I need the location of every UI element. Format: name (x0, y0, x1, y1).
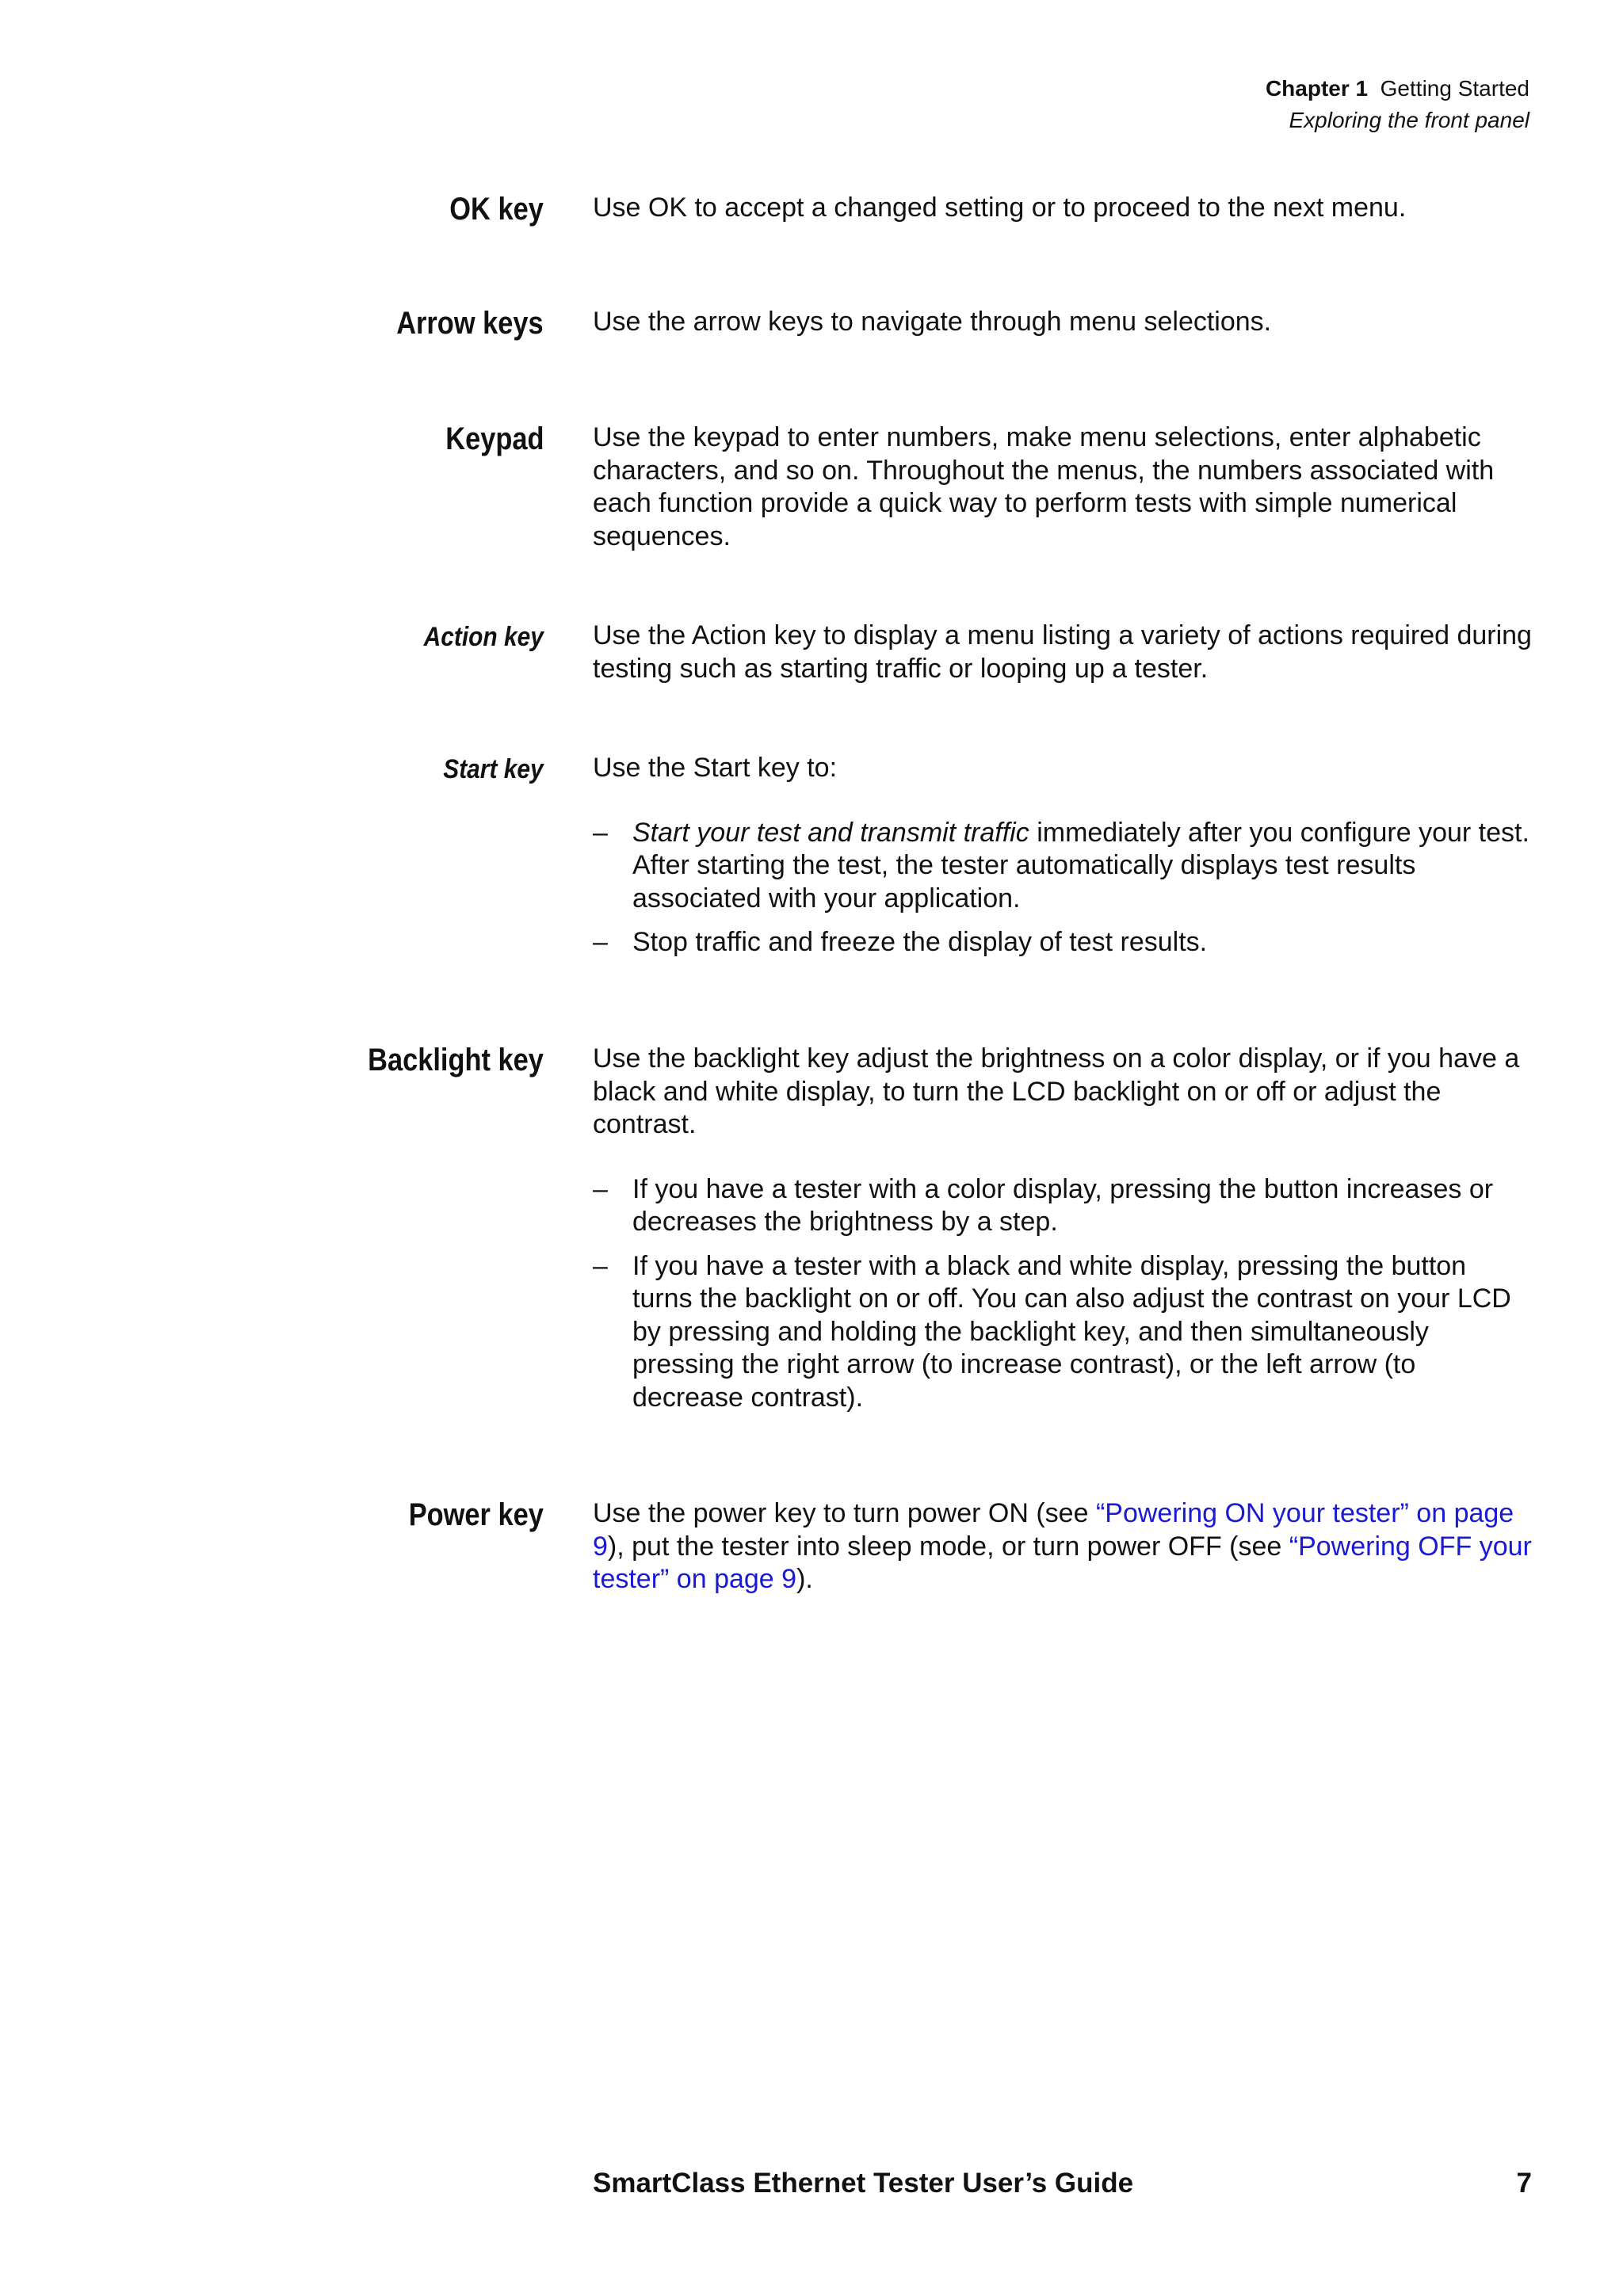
list-item (593, 1173, 1532, 1239)
emphasis-text: Start your test and transmit traffic (632, 817, 1029, 848)
entry-paragraph: Use the arrow keys to navigate through menu selections. (593, 307, 1272, 337)
entry-title: OK key (449, 192, 544, 227)
bullet-list (593, 1173, 1532, 1415)
entry-paragraph (593, 1497, 1532, 1596)
paragraph-text: ). (796, 1564, 813, 1594)
chapter-label: Chapter 1 (1265, 76, 1369, 101)
entry-title: Backlight key (368, 1043, 544, 1077)
list-item (593, 817, 1532, 916)
entry-title: Keypad (445, 421, 544, 456)
entry-paragraph: Use the Action key to display a menu listing a variety of actions required during testing such as starting traffic or looping up a tester. (593, 620, 1532, 684)
bullet-list (593, 817, 1532, 959)
bullet-dash: – (593, 927, 608, 957)
entry-body (593, 306, 1532, 339)
powering-on-link[interactable]: “Powering ON your tester” on page 9 (593, 1498, 1514, 1562)
guide-title: SmartClass Ethernet Tester User’s Guide (593, 2168, 1134, 2199)
chapter-title: Getting Started (1380, 76, 1529, 101)
paragraph-text: ), put the tester into sleep mode, or turn power OFF (see (607, 1531, 1289, 1562)
page-number: 7 (1516, 2168, 1532, 2199)
running-header (1266, 73, 1529, 136)
entry-title: Arrow keys (396, 306, 544, 341)
entry-body (593, 192, 1532, 225)
list-item-text: If you have a tester with a black and white display, pressing the button turns the backlight on or off. You can also adjust the contrast on your LCD by pressing and holding the backlight key, and then simultaneously pressing the right arrow (to increase contrast), or the left arrow (to decrease contrast). (632, 1250, 1511, 1413)
list-item-text: Stop traffic and freeze the display of test results. (632, 927, 1208, 957)
bullet-dash: – (593, 1250, 608, 1281)
entry-body (593, 1043, 1532, 1425)
entry-body (593, 620, 1532, 685)
page-footer (593, 2166, 1532, 2201)
list-item (593, 1250, 1532, 1415)
bullet-dash: – (593, 1173, 608, 1204)
powering-off-link[interactable]: “Powering OFF your tester” on page 9 (593, 1531, 1532, 1594)
list-item (593, 926, 1532, 959)
entry-title: Power key (408, 1497, 544, 1532)
list-item-text: If you have a tester with a color display, pressing the button increases or decreases the brightness by a step. (632, 1173, 1494, 1237)
section-title: Exploring the front panel (1289, 108, 1529, 132)
entry-body (593, 752, 1532, 971)
entry-title: Action key (423, 622, 544, 652)
entry-body (593, 1497, 1532, 1596)
list-item-text: immediately after you configure your test. After starting the test, the tester automatically displays test results associated with your application. (632, 817, 1529, 913)
entry-body (593, 421, 1532, 553)
entry-paragraph: Use OK to accept a changed setting or to proceed to the next menu. (593, 193, 1407, 223)
entry-paragraph: Use the backlight key adjust the brightness on a color display, or if you have a black and white display, to turn the LCD backlight on or off or adjust the contrast. (593, 1043, 1520, 1139)
entry-title: Start key (443, 754, 544, 784)
bullet-dash: – (593, 817, 608, 848)
entry-paragraph: Use the Start key to: (593, 753, 838, 783)
paragraph-text: Use the power key to turn power ON (see (593, 1498, 1096, 1528)
entry-paragraph: Use the keypad to enter numbers, make menu selections, enter alphabetic characters, and so on. Throughout the menus, the numbers associated with each function provide a quick way to perform tests with simple numerical sequences. (593, 422, 1495, 551)
